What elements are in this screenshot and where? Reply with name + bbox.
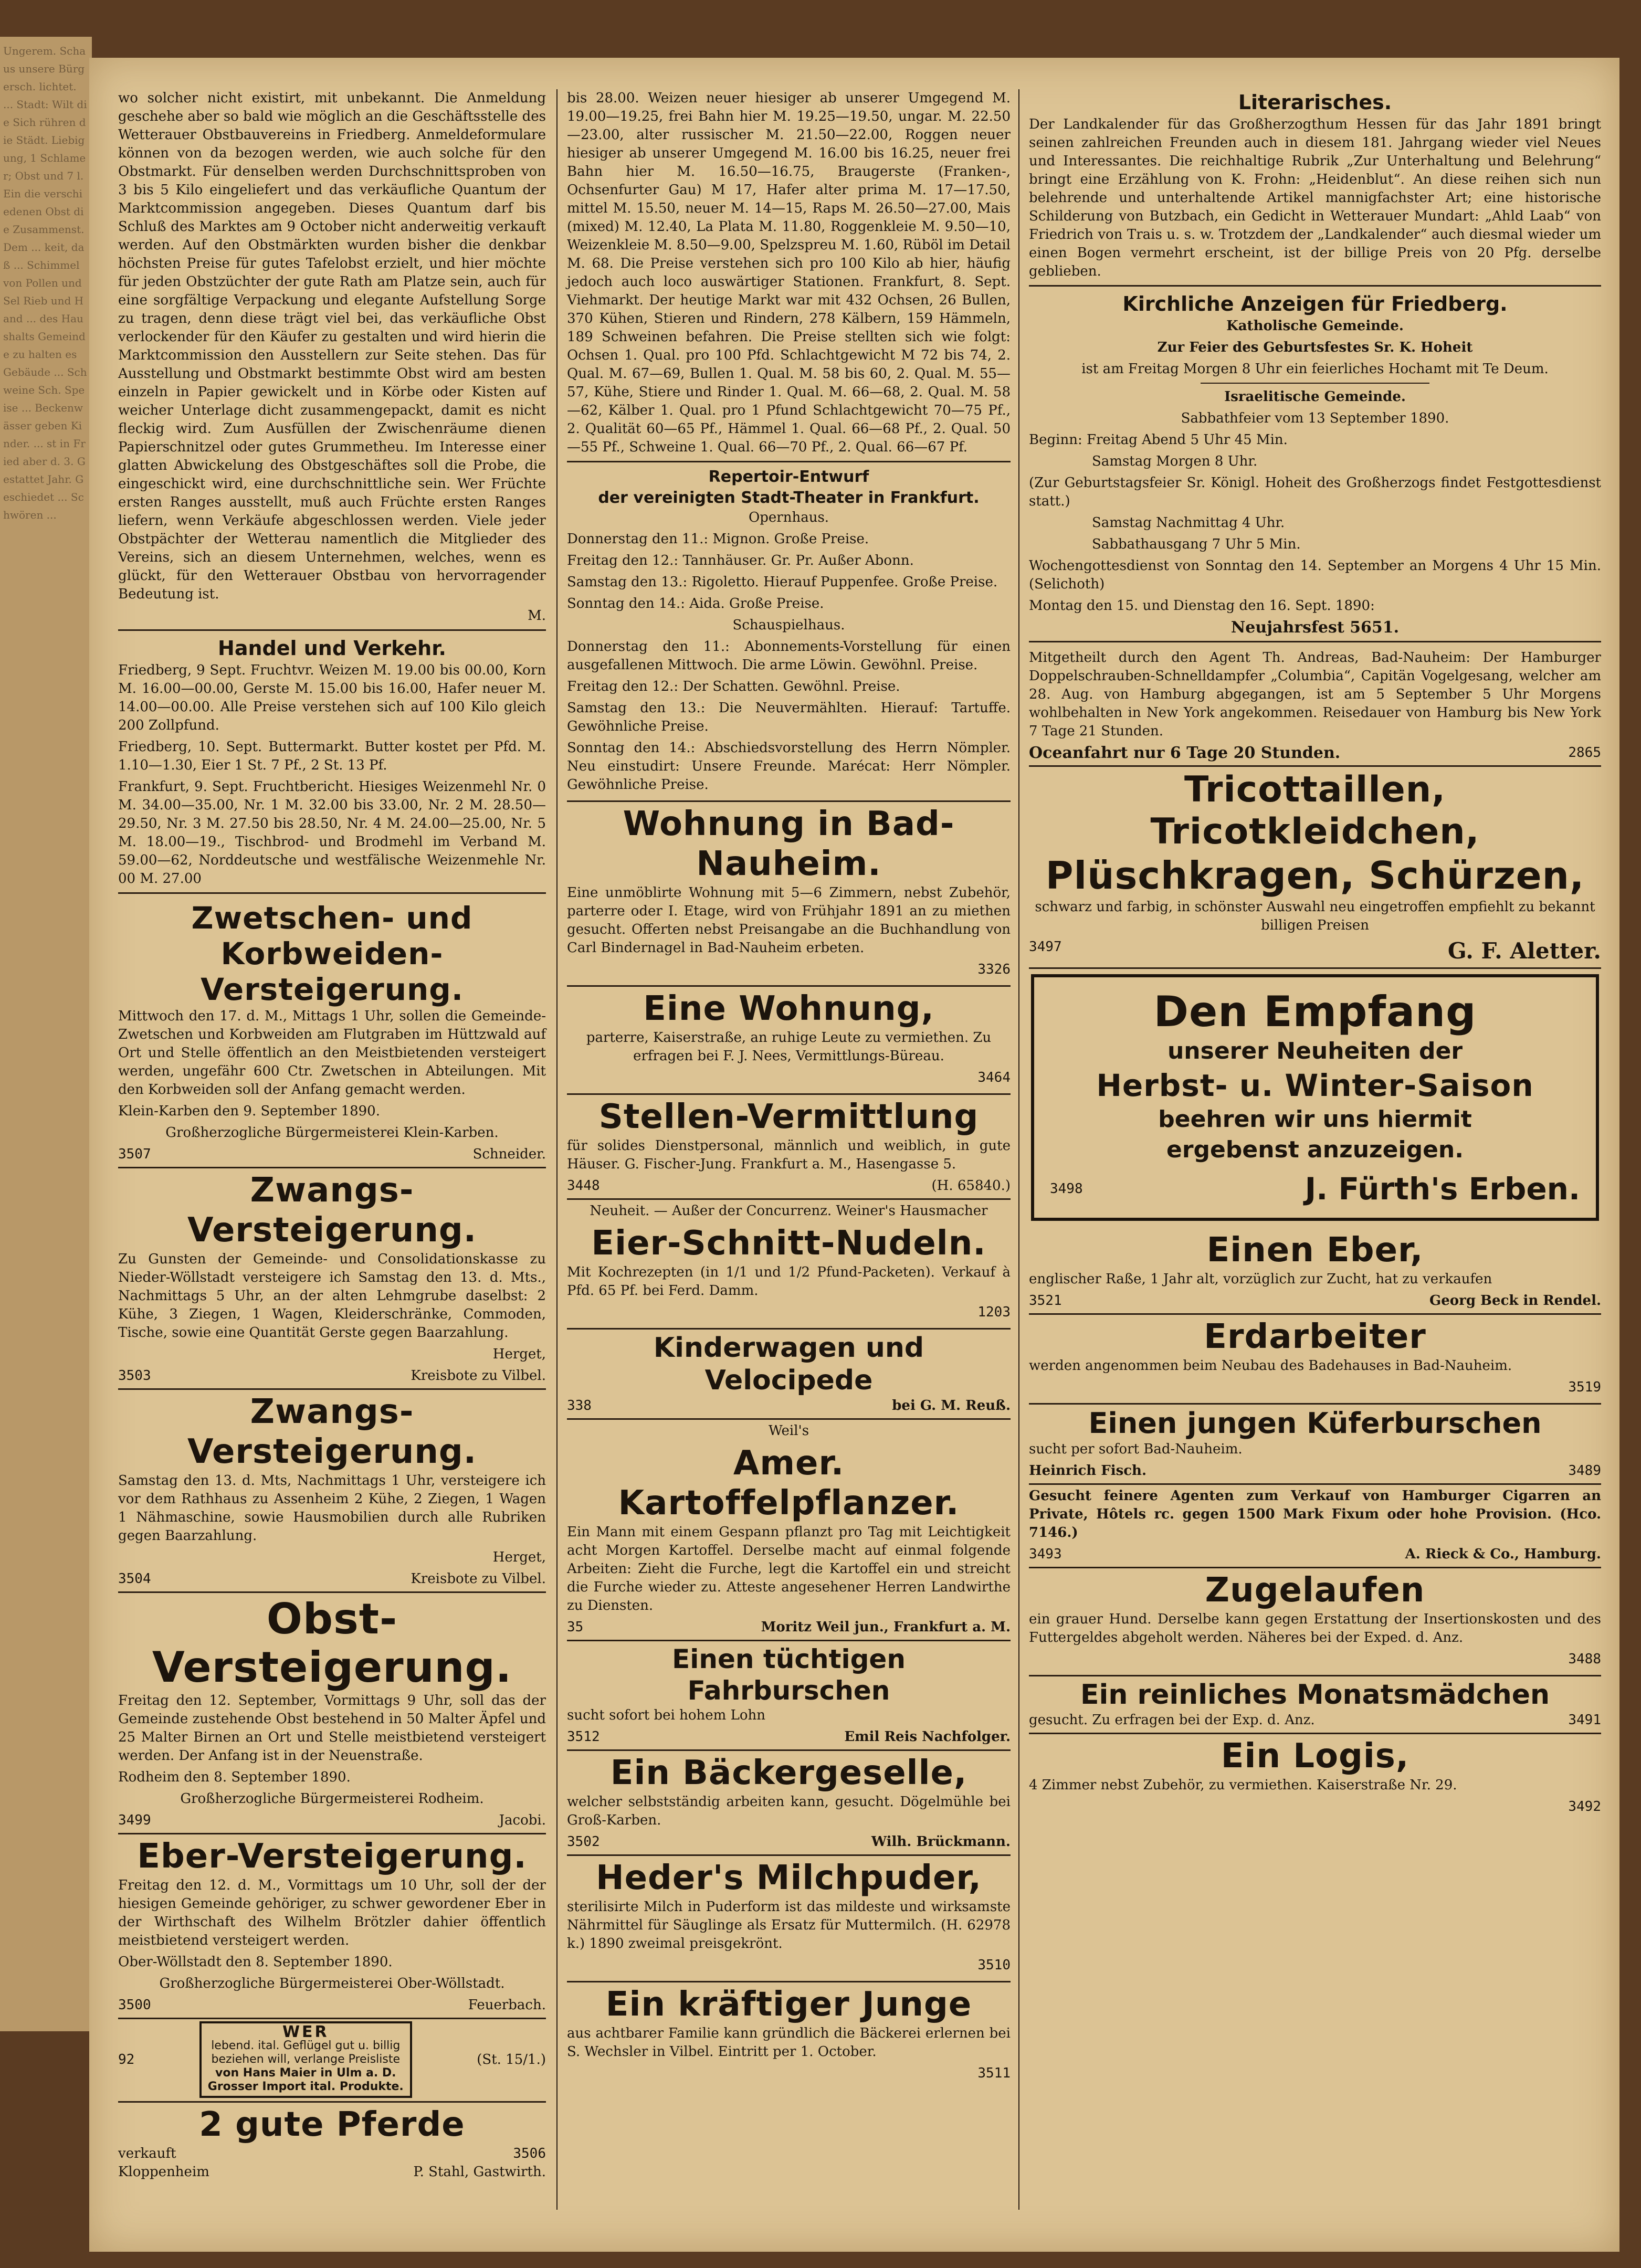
ad-signature-2: Kreisbote zu Vilbel. — [411, 1368, 546, 1384]
empfang-line: unserer Neuheiten der — [1167, 1038, 1463, 1064]
ad-number: 3519 — [1568, 1379, 1601, 1395]
feier-body: ist am Freitag Morgen 8 Uhr ein feierliches Hochamt mit Te Deum. — [1081, 361, 1549, 377]
handel-paragraph: Friedberg, 10. Sept. Buttermarkt. Butter kostet per Pfd. M. 1.10—1.30, Eier 1 St. 7 Pf., 2 St. 13 Pf. — [118, 739, 546, 773]
ad-body: bei G. M. Reuß. — [892, 1398, 1011, 1413]
schau-entry: Samstag den 13.: Die Neuvermählten. Hierauf: Tartuffe. Gewöhnliche Preise. — [567, 700, 1011, 734]
ad-nudeln — [567, 1200, 1011, 1330]
ad-signature: Wilh. Brückmann. — [871, 1834, 1011, 1850]
divider — [1029, 285, 1601, 287]
ad-place-date: Klein-Karben den 9. September 1890. — [118, 1103, 380, 1119]
ad-body: sucht per sofort Bad-Nauheim. — [1029, 1441, 1243, 1457]
ad-title: Einen jungen Küferburschen — [1088, 1407, 1542, 1440]
ad-body: Mit Kochrezepten (in 1/1 und 1/2 Pfund-Packeten). Verkauf à Pfd. 65 Pf. bei Ferd. Damm. — [567, 1264, 1011, 1299]
ad-stellen — [567, 1095, 1011, 1200]
handel-paragraph: Friedberg, 9 Sept. Fruchtvr. Weizen M. 19.00 bis 00.00, Korn M. 16.00—00.00, Gerste M. 15.00 bis 16.00, Hafer neuer M. 14.00—00.00. Alle Preise verstehen sich auf 100 Kilo gleich 200 Zollpfund. — [118, 662, 546, 733]
ad-title: Amer. Kartoffelpflanzer. — [618, 1444, 960, 1523]
ad-title: Zwangs-Versteigerung. — [187, 1393, 477, 1471]
divider — [118, 892, 546, 894]
ad-number: 3500 — [118, 1997, 151, 2013]
ad-monatsmaedchen — [1029, 1676, 1601, 1734]
ad-title: Zwetschen- und Korbweiden-Versteigerung. — [191, 900, 473, 1007]
ad-signature: Herget, — [492, 1549, 546, 1565]
handel-heading: Handel und Verkehr. — [218, 637, 446, 660]
service-line: Beginn: Freitag Abend 5 Uhr 45 Min. — [1029, 432, 1288, 448]
ad-number: 2865 — [1568, 745, 1601, 761]
opera-entry: Samstag den 13.: Rigoletto. Hierauf Puppenfee. Große Preise. — [567, 574, 998, 590]
column-2 — [567, 89, 1011, 2089]
stamp-line: Grosser Import ital. Produkte. — [207, 2080, 404, 2093]
feier-heading: Zur Feier des Geburtsfestes Sr. K. Hoheit — [1157, 340, 1473, 355]
empfang-line: ergebenst anzuzeigen. — [1166, 1136, 1464, 1163]
ad-number: 3499 — [118, 1812, 151, 1828]
ad-kartoffel — [567, 1420, 1011, 1641]
divider — [118, 629, 546, 631]
ad-number: 3511 — [977, 2065, 1011, 2081]
ad-number: 3502 — [567, 1834, 600, 1850]
ad-signature: Feuerbach. — [468, 1997, 546, 2013]
ad-title: Einen tüchtigen Fahrburschen — [672, 1644, 906, 1706]
ad-title: Zugelaufen — [1205, 1571, 1425, 1610]
opera-entry: Sonntag den 14.: Aida. Große Preise. — [567, 596, 824, 611]
ad-place-date: Ober-Wöllstadt den 8. September 1890. — [118, 1954, 393, 1970]
repertoir-subtitle: der vereinigten Stadt-Theater in Frankfurt. — [598, 489, 980, 507]
ad-title: Ein reinliches Monatsmädchen — [1080, 1679, 1550, 1711]
ad-number: 3512 — [567, 1729, 600, 1745]
ad-title: Ein kräftiger Junge — [605, 1985, 972, 2024]
ad-number: 3491 — [1568, 1712, 1601, 1728]
ad-body: schwarz und farbig, in schönster Auswahl neu eingetroffen empfiehlt zu bekannt billigen Preisen — [1035, 899, 1595, 933]
service-line: Sabbathausgang 7 Uhr 5 Min. — [1092, 536, 1301, 552]
ad-number: 3489 — [1568, 1463, 1601, 1479]
ad-title: Zwangs-Versteigerung. — [187, 1171, 477, 1250]
service-line: Samstag Morgen 8 Uhr. — [1092, 453, 1258, 469]
ad-title: Stellen-Vermittlung — [598, 1098, 979, 1136]
column-3 — [1029, 89, 1601, 1822]
stamp-line: beziehen will, verlange Preisliste — [211, 2053, 401, 2066]
ad-body: Ein Mann mit einem Gespann pflanzt pro Tag mit Leichtigkeit acht Morgen Kartoffel. Derselbe macht auf einmal folgende Arbeiten: Zieht die Furche, legt die Kartoffel ein und streicht die Furche wieder zu. Atteste angesehener Herren Landwirthe zu Diensten. — [567, 1524, 1011, 1613]
ad-preheading: Neuheit. — Außer der Concurrenz. Weiner's Hausmacher — [590, 1203, 988, 1219]
ad-eber — [1029, 1228, 1601, 1315]
repertoir-section — [567, 467, 1011, 802]
ad-body: sterilisirte Milch in Puderform ist das mildeste und wirksamste Nährmittel für Säuglinge als Ersatz für Muttermilch. (H. 62978 k.) 1890 zweimal preisgekrönt. — [567, 1899, 1011, 1951]
ad-gefluegel — [118, 2019, 546, 2103]
ad-number: 3506 — [513, 2146, 546, 2161]
ad-number: 3498 — [1050, 1180, 1083, 1197]
ad-milchpuder — [567, 1856, 1011, 1982]
ad-signature: Emil Reis Nachfolger. — [844, 1729, 1011, 1745]
literarisch-body: Der Landkalender für das Großherzogthum Hessen für das Jahr 1891 bringt seinen zahlreichen Freunden auch in diesem 181. Jahrgang wieder viel Neues und Interessantes. Die reichhaltige Rubrik „Zur Unterhaltung und Belehrung“ bringt eine Erzählung von K. Frohn: „Heidenblut“. An diese reihen sich nun belehrende und unterhaltende Artikel mannigfachster Art; eine historische Schilderung von Butzbach, ein Gedicht in Wetterauer Mundart: „Ahld Laab“ von Friedrich von Trais u. s. w. Trotzdem der „Landkalender“ auch diesmal wieder um einen Bogen vermehrt erscheint, ist der billige Preis von 20 Pfg. derselbe geblieben. — [1029, 117, 1601, 279]
ad-number: 3448 — [567, 1178, 600, 1194]
ad-signature: G. F. Aletter. — [1447, 938, 1601, 964]
ad-title: Wohnung in Bad-Nauheim. — [623, 805, 955, 883]
ad-obst — [118, 1593, 546, 1834]
ad-number: 3521 — [1029, 1293, 1062, 1309]
ad-office: Großherzogliche Bürgermeisterei Klein-Karben. — [165, 1125, 499, 1141]
divider — [1201, 383, 1429, 384]
ad-zwangs-2 — [118, 1390, 546, 1593]
obstmarkt-article: wo solcher nicht existirt, mit unbekannt. Die Anmeldung geschehe aber so bald wie möglich an die Geschäftsstelle des Wetterauer Obstbauvereins in Friedberg. Anmeldeformulare können von da bezogen werden, wie auch solche für den Obstmarkt. Für denselben werden Durchschnittsproben von 3 bis 5 Kilo eingeliefert und das verkäufliche Quantum der Marktcommission angegeben. Dieses Quantum darf bis Schluß des Marktes am 9 October nicht anderweitig verkauft werden. Auf den Obstmärkten wurden bisher die denkbar höchsten Preise für gutes Tafelobst erzielt, und hier möchte für jeden Obstzüchter der gute Rath am Platze sein, auch für eine sorgfältige Verpackung und elegante Aufstellung Sorge zu tragen, denn diese trägt viel bei, das verkäufliche Obst verlockender für den Käufer zu gestalten und wird hierin die Marktcommission den Ausstellern zur Seite stehen. Das für Ausstellung und Obstmarkt bestimmte Obst wird am besten einzeln in Papier gewickelt und in Körbe oder Kisten auf weicher Unterlage dicht zusammengepackt, damit es nicht fleckig wird. Zum Ausfüllen der Zwischenräume dienen Papierschnitzel oder gutes Grummetheu. Im Interesse einer glatten Abwickelung des Obstgeschäftes soll die Probe, die eingeschickt wird, eine durchschnittliche sein. Wer Früchte ersten Ranges ausstellt, muß auch Früchte ersten Ranges liefern, wenn Verkäufe abgeschlossen werden. Viele jeder Obstpächter der Wetterau namentlich die Mitglieder des Vereins, sich an diesem Unternehmen, welches, wenn es glückt, für den Wetterauer Obstbau von hervorragender Bedeutung ist. — [118, 90, 546, 602]
opera-entry: Freitag den 12.: Tannhäuser. Gr. Pr. Außer Abonn. — [567, 553, 914, 568]
ad-title: Eber-Versteigerung. — [137, 1837, 527, 1876]
ad-signature: Heinrich Fisch. — [1029, 1463, 1147, 1479]
ad-body: werden angenommen beim Neubau des Badehauses in Bad-Nauheim. — [1029, 1358, 1512, 1374]
repertoir-title: Repertoir-Entwurf — [708, 468, 869, 486]
ad-number: 338 — [567, 1398, 592, 1413]
ad-number: 35 — [567, 1619, 584, 1635]
ad-title: Eier-Schnitt-Nudeln. — [591, 1224, 986, 1263]
ad-zwangs-1 — [118, 1168, 546, 1390]
column-divider — [556, 89, 557, 2210]
ad-signature: Jacobi. — [499, 1812, 546, 1828]
ad-number: 3464 — [977, 1070, 1011, 1085]
ad-body: ein grauer Hund. Derselbe kann gegen Erstattung der Insertionskosten und des Futtergeldes abgeholt werden. Näheres bei der Exped. d. Anz. — [1029, 1611, 1601, 1645]
columbia-notice — [1029, 647, 1601, 767]
sabbath-heading: Sabbathfeier vom 13 September 1890. — [1181, 410, 1449, 426]
column-divider — [1018, 89, 1019, 2210]
service-line: Samstag Nachmittag 4 Uhr. — [1092, 515, 1285, 531]
ad-empfang — [1031, 974, 1599, 1221]
ad-body: Gesucht feinere Agenten zum Verkauf von Hamburger Cigarren an Private, Hôtels rc. gegen 1500 Mark Fixum oder hohe Provision. (Hco. 7146.) — [1029, 1488, 1601, 1541]
ad-eber-versteigerung — [118, 1834, 546, 2019]
columbia-body: Mitgetheilt durch den Agent Th. Andreas, Bad-Nauheim: Der Hamburger Doppelschrauben-Schnelldampfer „Columbia“, Capitän Vogelgesang, welcher am 28. Aug. von Hamburg abgegangen, ist am 5 September 5 Uhr Morgens wohlbehalten in New York angekommen. Reisedauer von Hamburg bis New York 7 Tage 21 Stunden. — [1029, 650, 1601, 739]
stamp-line: lebend. ital. Geflügel gut u. billig — [211, 2039, 401, 2052]
ad-title: Tricottaillen, — [1184, 769, 1446, 810]
opera-entry: Donnerstag den 11.: Mignon. Große Preise. — [567, 531, 869, 547]
article-signature: M. — [528, 608, 546, 624]
ad-title: Einen Eber, — [1206, 1231, 1424, 1270]
ad-junge — [567, 1982, 1011, 2089]
ad-body: Freitag den 12. d. M., Vormittags um 10 Uhr, soll der der hiesigen Gemeinde gehöriger, zu schwer gewordener Eber in der Wirthschaft des Wilhelm Brötzler dahier öffentlich meistbietend versteigert werden. — [118, 1877, 546, 1948]
schau-entry: Sonntag den 14.: Abschiedsvorstellung des Herrn Nömpler. Neu einstudirt: Unsere Freunde. Marécat: Herr Nömpler. Gewöhnliche Preise. — [567, 740, 1011, 793]
ad-body: aus achtbarer Familie kann gründlich die Bäckerei erlernen bei S. Wechsler in Vilbel. Eintritt per 1. October. — [567, 2026, 1011, 2060]
ad-signature: Herget, — [492, 1346, 546, 1362]
ad-line: Kloppenheim — [118, 2164, 209, 2180]
ad-tricot — [1029, 767, 1601, 969]
ad-number: 3504 — [118, 1571, 151, 1587]
ad-line: verkauft — [118, 2146, 176, 2161]
column-1 — [118, 89, 546, 2185]
ad-pferde — [118, 2103, 546, 2185]
ad-body: gesucht. Zu erfragen bei der Exp. d. Anz. — [1029, 1712, 1315, 1728]
ad-title: Ein Logis, — [1221, 1737, 1409, 1776]
adjacent-page-text: Ungerem. Schaus unsere Bürgersch. lichtet. ... Stadt: Wilt die Sich rühren die Städt. Liebig ung, 1 Schlamer; Obst und 7 l. Ein die verschiedenen Obst die Zusammenst. Dem ... keit, daß ... Schimmel von Pollen und Sel Rieb und Hand ... des Haushalts Gemeinde zu halten es Gebäude ... Schweine Sch. Speise ... Beckenwässer geben Kinder. ... st in Fried aber d. 3. Gestattet Jahr. Geschiedet ... Schwören ... — [3, 45, 88, 521]
stamp-title: WER — [282, 2023, 329, 2041]
ad-preheading: Weil's — [768, 1423, 809, 1439]
ad-signature: Georg Beck in Rendel. — [1429, 1293, 1601, 1309]
ad-signature: Schneider. — [472, 1146, 546, 1162]
ad-number: 92 — [118, 2052, 135, 2067]
newspaper-page — [89, 58, 1619, 2252]
ad-erdarbeiter — [1029, 1315, 1601, 1405]
neujahr-line: Neujahrsfest 5651. — [1230, 618, 1400, 637]
ad-body: Eine unmöblirte Wohnung mit 5—6 Zimmern, nebst Zubehör, parterre oder I. Etage, wird von Frühjahr 1891 an zu miethen gesucht. Offerten nebst Preisangabe an die Buchhandlung von Carl Bindernagel in Bad-Nauheim erbeten. — [567, 885, 1011, 956]
ad-body: 4 Zimmer nebst Zubehör, zu vermiethen. Kaiserstraße Nr. 29. — [1029, 1777, 1457, 1793]
ad-title: Erdarbeiter — [1204, 1317, 1426, 1356]
schau-entry: Freitag den 12.: Der Schatten. Gewöhnl. Preise. — [567, 679, 900, 694]
ad-title: 2 gute Pferde — [199, 2105, 465, 2144]
ad-office: Großherzogliche Bürgermeisterei Rodheim. — [180, 1791, 484, 1807]
schau-heading: Schauspielhaus. — [732, 617, 845, 633]
ad-reference: (H. 65840.) — [931, 1178, 1011, 1194]
isr-heading: Israelitische Gemeinde. — [1224, 389, 1406, 405]
empfang-line: Den Empfang — [1153, 987, 1477, 1036]
schau-entry: Donnerstag den 11.: Abonnements-Vorstellung für einen ausgefallenen Mittwoch. Die arme Löwin. Gewöhnl. Preise. — [567, 639, 1011, 673]
ad-title: Plüschkragen, Schürzen, — [1045, 853, 1585, 898]
literarisch-heading: Literarisches. — [1238, 91, 1392, 114]
ad-eine-wohnung — [567, 987, 1011, 1095]
ad-title: Obst-Versteigerung. — [152, 1595, 512, 1692]
service-line: Wochengottesdienst von Sonntag den 14. September an Morgens 4 Uhr 15 Min. (Selichoth) — [1029, 558, 1601, 592]
ad-signature: A. Rieck & Co., Hamburg. — [1405, 1546, 1601, 1562]
columbia-closing: Oceanfahrt nur 6 Tage 20 Stunden. — [1029, 744, 1341, 762]
stamp-line: von Hans Maier in Ulm a. D. — [215, 2066, 396, 2080]
ad-number: 3326 — [977, 962, 1011, 977]
ad-title: Eine Wohnung, — [643, 989, 934, 1028]
ad-zwetschen — [118, 898, 546, 1168]
ad-number: 3503 — [118, 1368, 151, 1384]
ad-baecker — [567, 1751, 1011, 1856]
ad-zugelaufen — [1029, 1568, 1601, 1676]
ad-body: sucht sofort bei hohem Lohn — [567, 1707, 765, 1723]
ad-kinderwagen — [567, 1330, 1011, 1420]
empfang-line: Herbst- u. Winter-Saison — [1096, 1068, 1534, 1103]
gefluegel-stamp — [199, 2021, 412, 2098]
ad-number: 3510 — [977, 1957, 1011, 1973]
ad-signature: Moritz Weil jun., Frankfurt a. M. — [761, 1619, 1011, 1635]
ad-office: Großherzogliche Bürgermeisterei Ober-Wöllstadt. — [159, 1976, 505, 1991]
divider — [567, 461, 1011, 462]
ad-number: 3493 — [1029, 1546, 1062, 1562]
ad-number: 3488 — [1568, 1651, 1601, 1667]
ad-agenten — [1029, 1485, 1601, 1568]
ad-body: parterre, Kaiserstraße, an ruhige Leute zu vermiethen. Zu erfragen bei F. J. Nees, Vermittlungs-Büreau. — [586, 1030, 992, 1064]
ad-body: Freitag den 12. September, Vormittags 9 Uhr, soll das der Gemeinde zustehende Obst bestehend in 50 Malter Äpfel und 25 Malter Birnen an Ort und Stelle meistbietend versteigert werden. Der Anfang ist in der Neuenstraße. — [118, 1693, 546, 1764]
opera-heading: Opernhaus. — [748, 510, 829, 525]
ad-logis — [1029, 1734, 1601, 1822]
ad-number: 3492 — [1568, 1799, 1601, 1815]
ad-title: Heder's Milchpuder, — [596, 1859, 982, 1897]
market-report: bis 28.00. Weizen neuer hiesiger ab unserer Umgegend M. 19.00—19.25, frei Bahn hier M. 19.25—19.50, ungar. M. 22.50—23.00, alter russischer M. 21.50—22.00, Roggen neuer hiesiger ab unserer Umgegend M. 16.00 bis 16.25, neuer frei Bahn hier M. 16.50—16.75, Braugerste (Franken-, Ochsenfurter Gau) M 17, Hafer alter prima M. 17—17.50, mittel M. 15.50, neuer M. 14—15, Raps M. 26.50—27.00, Mais (mixed) M. 12.40, La Plata M. 11.80, Roggenkleie M. 9.50—10, Weizenkleie M. 8.50—9.00, Spelzspreu M. 1.60, Rüböl im Detail M. 68. Die Preise verstehen sich pro 100 Kilo ab hier, häufig jedoch auch loco auswärtiger Stationen. Frankfurt, 8. Sept. Viehmarkt. Der heutige Markt war mit 432 Ochsen, 26 Bullen, 370 Kühen, Stieren und Rindern, 278 Kälbern, 159 Hämmeln, 189 Schweinen befahren. Die Preise stellten sich wie folgt: Ochsen 1. Qual. pro 100 Pfd. Schlachtgewicht M 72 bis 74, 2. Qual. M. 67—69, Bullen 1. Qual. M. 58 bis 60, 2. Qual. M. 55—57, Kühe, Stiere und Rinder 1. Qual. M. 66—68, 2. Qual. M. 58—62, Kälber 1. Qual. pro 1 Pfund Schlachtgewicht 70—75 Pf., 2. Qualität 60—65 Pf., Hämmel 1. Qual. 66—68 Pf., 2. Qual. 50—55 Pf., Schweine 1. Qual. 66—70 Pf., 2. Qual. 66—67 Pf. — [567, 90, 1011, 455]
ad-body: englischer Raße, 1 Jahr alt, vorzüglich zur Zucht, hat zu verkaufen — [1029, 1271, 1492, 1287]
ad-number: 3507 — [118, 1146, 151, 1162]
ad-number: 1203 — [977, 1304, 1011, 1320]
ad-body: Samstag den 13. d. Mts, Nachmittags 1 Uhr, versteigere ich vor dem Rathhaus zu Assenheim 2 Kühe, 2 Ziegen, 1 Wagen 1 Nähmaschine, sowie Hausmobilien durch alle Rubriken gegen Baarzahlung. — [118, 1473, 546, 1544]
adjacent-page-edge — [0, 37, 92, 2031]
ad-wohnung-nauheim — [567, 802, 1011, 987]
ad-body: für solides Dienstpersonal, männlich und weiblich, in gute Häuser. G. Fischer-Jung. Frankfurt a. M., Hasengasse 5. — [567, 1138, 1011, 1172]
ad-title: Ein Bäckergeselle, — [610, 1754, 967, 1792]
ad-reference: (St. 15/1.) — [477, 2052, 546, 2067]
ad-signature-2: Kreisbote zu Vilbel. — [411, 1571, 546, 1587]
ad-body: Mittwoch den 17. d. M., Mittags 1 Uhr, sollen die Gemeinde-Zwetschen und Korbweiden am Flutgraben im Hüttzwald auf Ort und Stelle öffentlich an den Meistbietenden versteigert werden, ungefähr 600 Ctr. Zwetschen in Abteilungen. Mit den Korbweiden soll der Anfang gemacht werden. — [118, 1008, 546, 1098]
divider — [1029, 641, 1601, 642]
ad-body: welcher selbstständig arbeiten kann, gesucht. Dögelmühle bei Groß-Karben. — [567, 1794, 1011, 1828]
ad-place-date: Rodheim den 8. September 1890. — [118, 1769, 351, 1785]
empfang-line: beehren wir uns hiermit — [1158, 1106, 1472, 1133]
kirchlich-heading: Kirchliche Anzeigen für Friedberg. — [1122, 292, 1508, 315]
ad-number: 3497 — [1029, 939, 1062, 955]
ad-kuefer — [1029, 1405, 1601, 1485]
ad-fahrbursche — [567, 1641, 1011, 1751]
service-line: Montag den 15. und Dienstag den 16. Sept. 1890: — [1029, 598, 1375, 614]
kath-heading: Katholische Gemeinde. — [1226, 318, 1404, 334]
ad-signature: P. Stahl, Gastwirth. — [413, 2164, 546, 2180]
ad-title: Kinderwagen und Velocipede — [653, 1332, 924, 1396]
ad-body: Zu Gunsten der Gemeinde- und Consolidationskasse zu Nieder-Wöllstadt versteigere ich Samstag den 13. d. Mts., Nachmittags 5 Uhr, an der alten Lehmgrube daselbst: 2 Kühe, 3 Ziegen, 1 Wagen, Kleiderschränke, Commoden, Tische, sowie eine Quantität Gerste gegen Baarzahlung. — [118, 1251, 546, 1341]
handel-paragraph: Frankfurt, 9. Sept. Fruchtbericht. Hiesiges Weizenmehl Nr. 0 M. 34.00—35.00, Nr. 1 M. 32.00 bis 33.00, Nr. 2 M. 28.50—29.50, Nr. 3 M. 27.50 bis 28.50, Nr. 4 M. 24.00—25.00, Nr. 5 M. 18.00—19., Tischbrod- und Brodmehl im Verband M. 59.00—62, Norddeutsche und westfälische Weizenmehle Nr. 00 M. 27.00 — [118, 779, 546, 887]
ad-signature: J. Fürth's Erben. — [1305, 1171, 1580, 1207]
ad-title: Tricotkleidchen, — [1150, 811, 1480, 852]
service-line: (Zur Geburtstagsfeier Sr. Königl. Hoheit des Großherzogs findet Festgottesdienst statt.) — [1029, 475, 1601, 509]
